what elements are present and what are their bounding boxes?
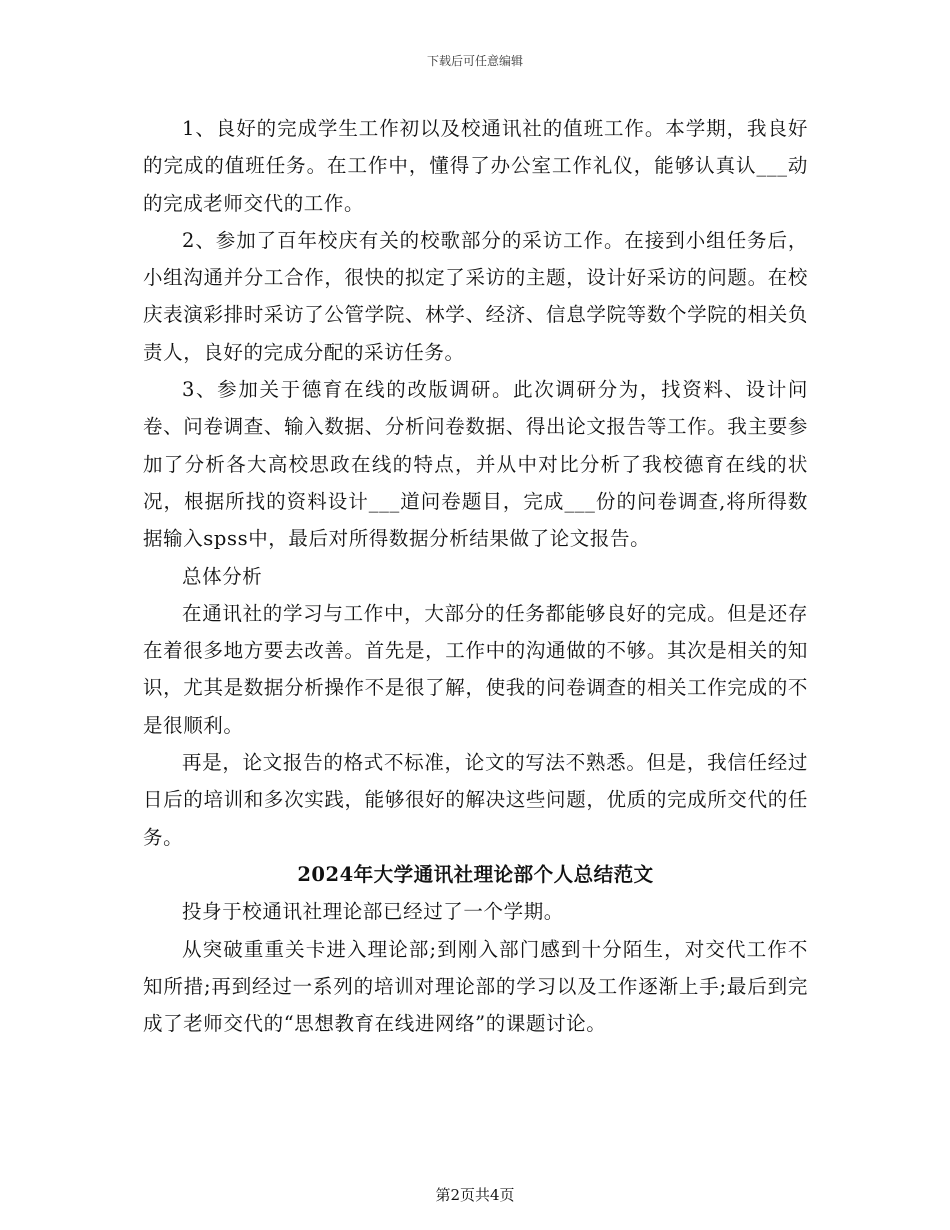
document-body [143,110,808,1042]
paragraph-item-1: 1、良好的完成学生工作初以及校通讯社的值班工作。本学期，我良好的完成的值班任务。在工作中，懂得了办公室工作礼仪，能够认真认___动的完成老师交代的工作。 [143,117,808,215]
section-paragraph-1: 投身于校通讯社理论部已经过了一个学期。 [182,900,564,924]
paragraph-analysis-2: 再是，论文报告的格式不标准，论文的写法不熟悉。但是，我信任经过日后的培训和多次实践，能够很好的解决这些问题，优质的完成所交代的任务。 [143,751,808,849]
section-paragraph-2: 从突破重重关卡进入理论部;到刚入部门感到十分陌生，对交代工作不知所措;再到经过一系列的培训对理论部的学习以及工作逐渐上手;最后到完成了老师交代的“思想教育在线进网络”的课题讨论。 [143,937,808,1036]
page-footer: 第2页共4页 [435,1186,515,1204]
section-title: 2024年大学通讯社理论部个人总结范文 [297,862,654,886]
paragraph-item-3: 3、参加关于德育在线的改版调研。此次调研分为，找资料、设计问卷、问卷调查、输入数据、分析问卷数据、得出论文报告等工作。我主要参加了分析各大高校思政在线的特点，并从中对比分析了我校德育在线的状况，根据所找的资料设计___道问卷题目，完成___份的问卷调查,将所得数据输入spss中，最后对所得数据分析结果做了论文报告。 [143,378,808,551]
paragraph-item-2: 2、参加了百年校庆有关的校歌部分的采访工作。在接到小组任务后，小组沟通并分工合作，很快的拟定了采访的主题，设计好采访的问题。在校庆表演彩排时采访了公管学院、林学、经济、信息学院等数个学院的相关负责人，良好的完成分配的采访任务。 [143,228,808,364]
paragraph-analysis-1: 在通讯社的学习与工作中，大部分的任务都能够良好的完成。但是还存在着很多地方要去改善。首先是，工作中的沟通做的不够。其次是相关的知识，尤其是数据分析操作不是很了解，使我的问卷调查的相关工作完成的不是很顺利。 [143,601,808,737]
subheading-overall-analysis: 总体分析 [182,564,263,588]
page-header: 下载后可任意编辑 [426,54,523,68]
